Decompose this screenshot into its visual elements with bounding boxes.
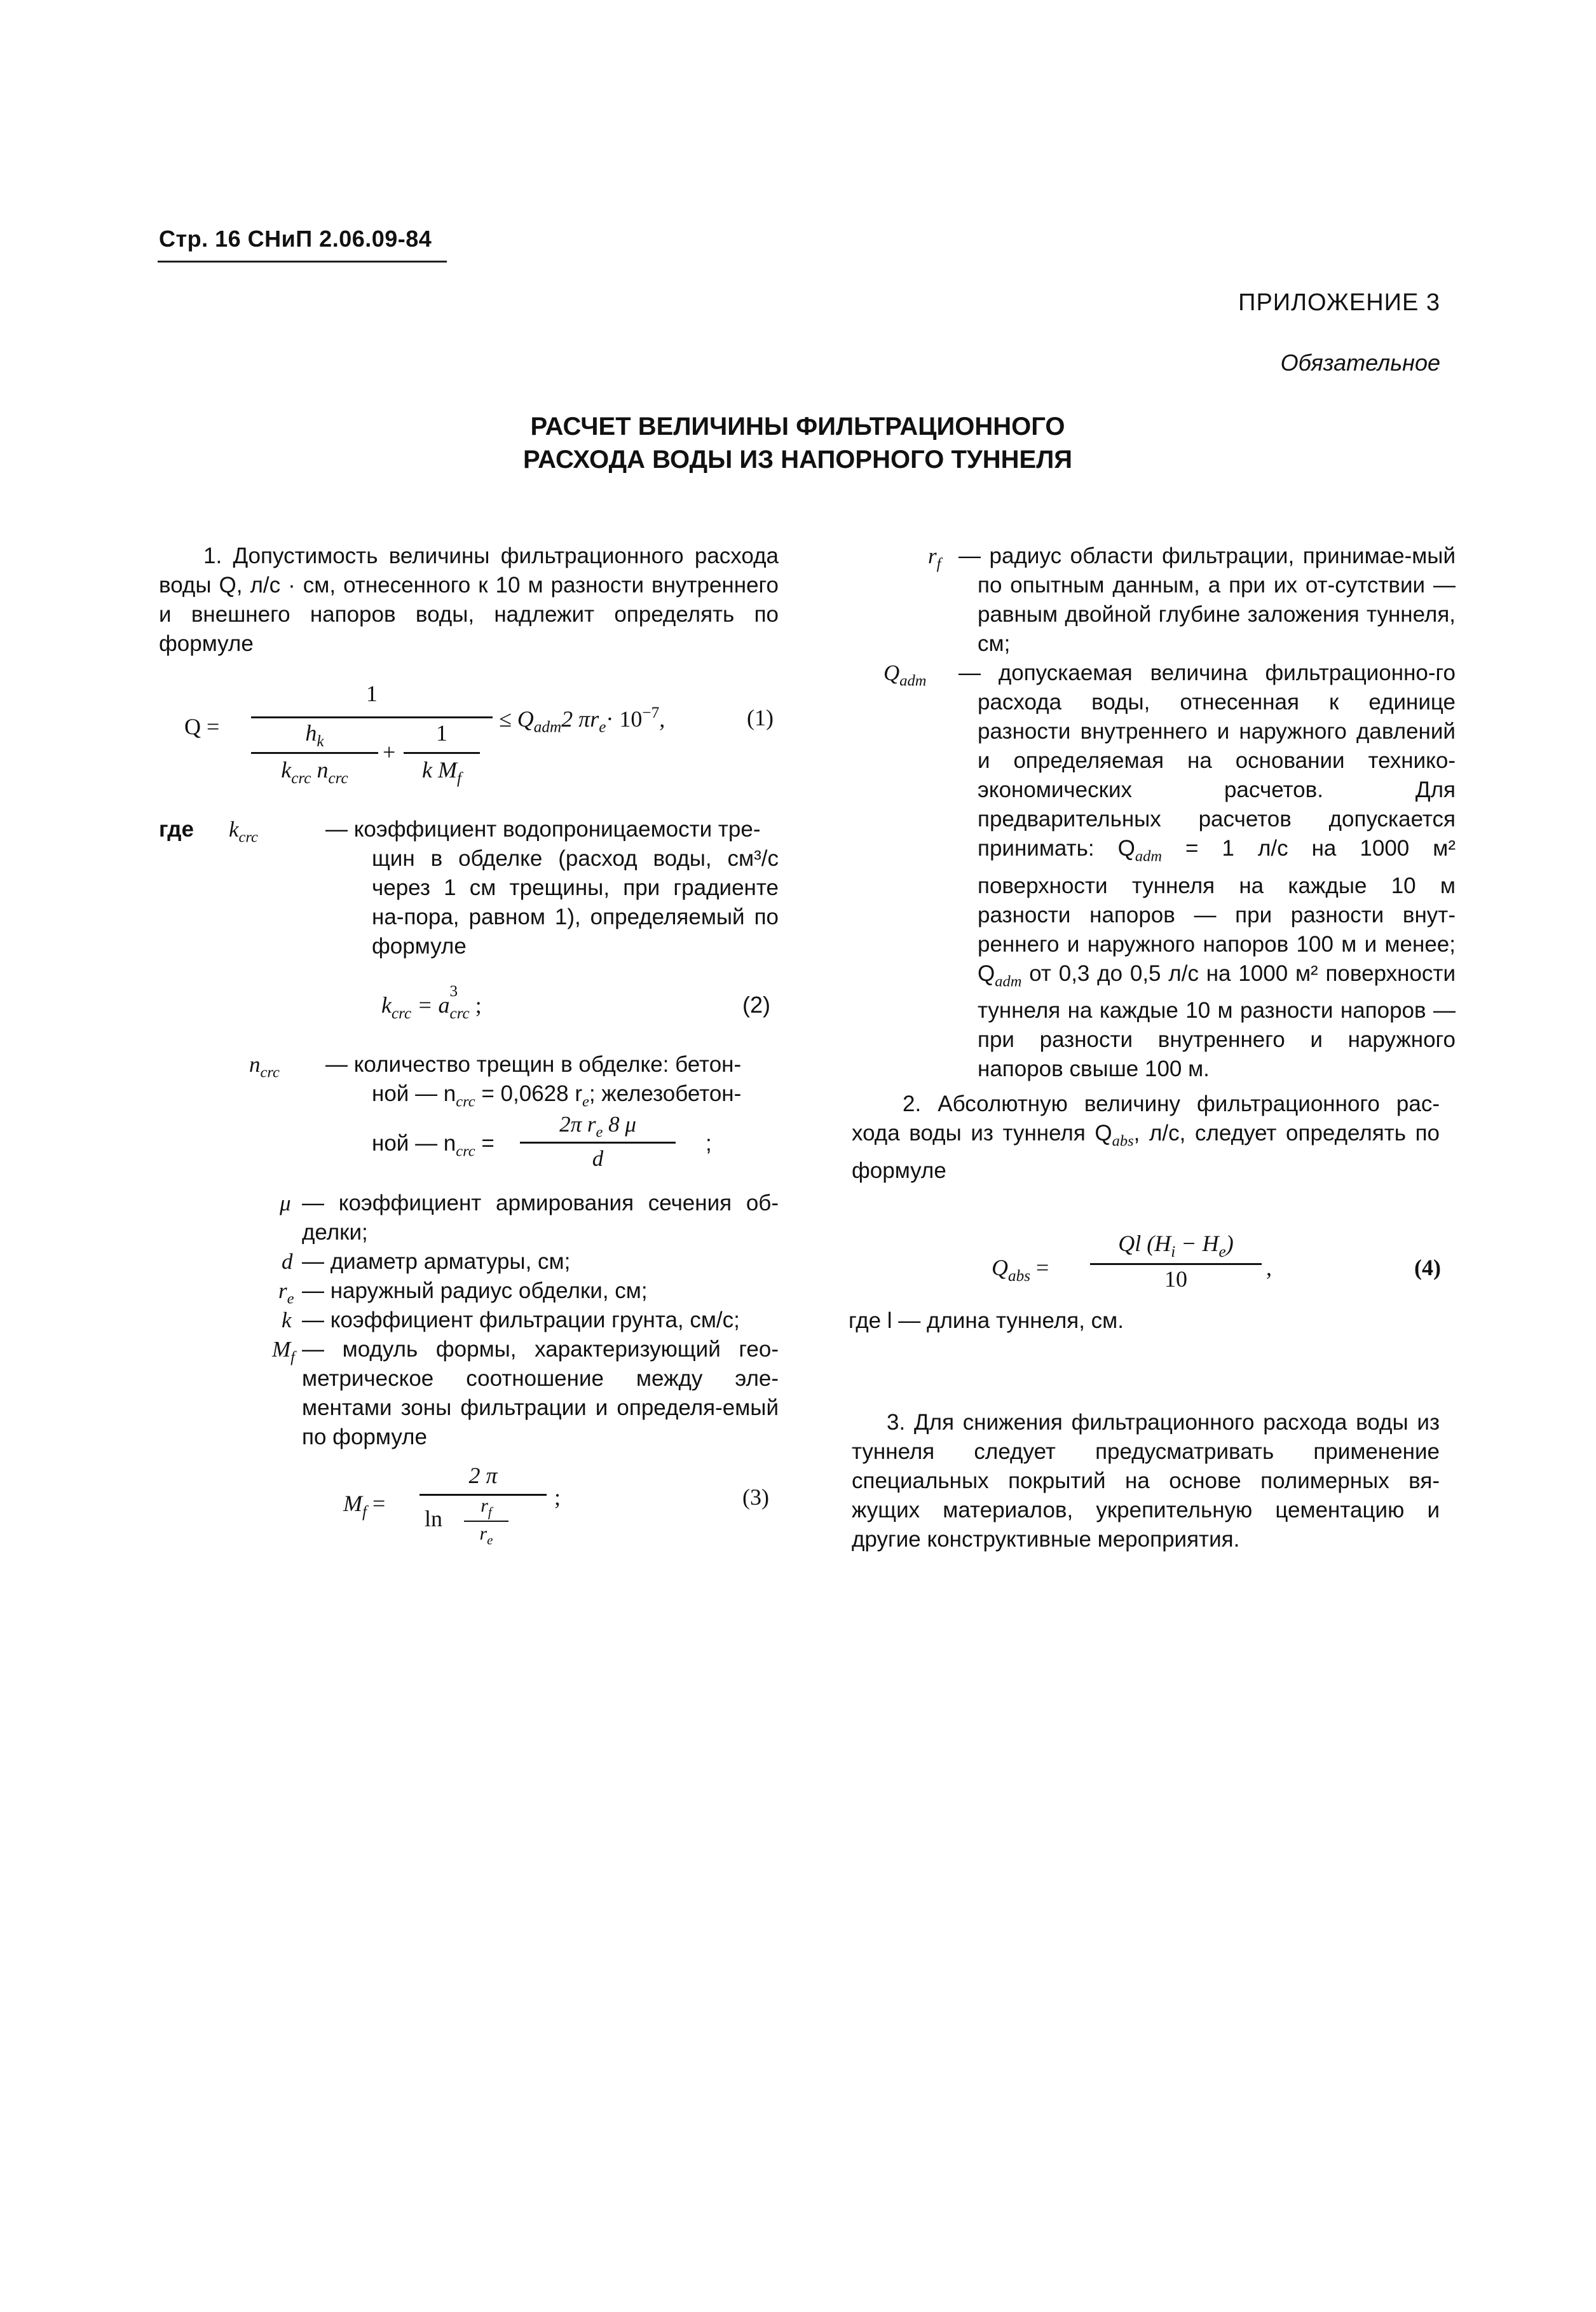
symbol-k-crc: $k_{crc}$ [229,817,258,846]
formula-1 [184,680,795,788]
formula-1-main-numerator: 1 [366,681,378,706]
definitions-list [159,1189,788,1456]
where-label: где [159,817,194,842]
symbol-n-crc: $n_{crc}$ [249,1052,280,1081]
formula-1-inner2-bar [404,752,480,754]
formula-4-lhs: $Q_{abs}$ = [992,1255,1049,1285]
formula-4-number: (4) [1414,1255,1441,1280]
definition-n-crc [159,1050,788,1177]
symbol-q-adm: $Q_{adm}$ [883,660,927,690]
formula-2: $k_{crc} = a$ 3 $_{crc}$ ; [381,983,482,1022]
formula-4-den: 10 [1164,1266,1187,1292]
section-2-paragraph: 2. Абсолютную величину фильтрационного рас-хода воды из туннеля $Q_{abs}$, л/с, следует определять по формуле [852,1091,1440,1183]
formula-4-end: , [1266,1255,1272,1280]
def-mu: — коэффициент армирования сечения об-делки; [302,1191,779,1245]
appendix-status: Обязательное [1280,350,1440,376]
n-crc-line-3-end: ; [706,1131,712,1156]
definition-k-crc [159,815,788,968]
section-3-paragraph: 3. Для снижения фильтрационного расхода воды из туннеля следует предусматривать применение специальных покрытий на основе полимерных вя-жущих материалов, укрепительную цементацию и другие конструктивные мероприятия. [852,1410,1440,1552]
def-d: — диаметр арматуры, см; [302,1249,571,1274]
symbol-d: d [282,1249,293,1274]
n-crc-frac-den: d [592,1146,604,1171]
formula-3-end: ; [554,1484,561,1510]
definition-r-f [845,542,1456,669]
n-crc-line-3: ной — $n_{crc}$ = [372,1131,494,1160]
formula-1-inner2-num: 1 [436,720,447,746]
formula-4-bar [1090,1263,1262,1265]
formula-3 [343,1462,788,1564]
formula-1-inner2-den: k $M_f$ [422,757,461,787]
formula-1-rhs: ≤ $Q_{adm}2$ $\pi r_e\cdot 10^{-7}$, [499,704,665,736]
appendix-label: ПРИЛОЖЕНИЕ 3 [1238,289,1440,316]
symbol-k: k [282,1308,292,1332]
title-line-2: РАСХОДА ВОДЫ ИЗ НАПОРНОГО ТУННЕЛЯ [522,446,1073,474]
section-1-paragraph: 1. Допустимость величины фильтрационного расхода воды Q, л/с · см, отнесенного к 10 м разности внутреннего и внешнего напоров воды, надлежит определять по формуле [159,544,779,656]
formula-3-number: (3) [742,1484,769,1510]
k-crc-desc-rest: щин в обделке (расход воды, см³/с через 1 см трещины, при градиенте на-пора, равном 1), определяемый по формуле [372,846,779,959]
formula-3-inner-bar [464,1521,508,1522]
formula-4-num: Ql $(H_i - H_e)$ [1118,1231,1234,1261]
formula-3-inner-num: $r_f$ [481,1495,492,1520]
n-crc-frac-num: 2π $r_e$ 8 μ [559,1112,636,1141]
header-underline [158,261,447,263]
where-l-line: где l — длина туннеля, см. [849,1308,1124,1333]
def-q-adm: — допускаемая величина фильтрационно-го расхода воды, отнесенная к единице разности внутреннего и наружного давлений и определяемая на основании технико-экономических расчетов. Для предварительных расчетов допускается принимать: $Q_{adm} = 1$ л/с на 1000 м² поверхности туннеля на каждые 10 м разности напоров — при разности внут-реннего и наружного напоров 100 м и менее; $Q_{adm}$ от 0,3 до 0,5 л/с на 1000 м² поверхности туннеля на каждые 10 м разности напоров — при разности внутреннего и наружного напоров свыше 100 м. [958,660,1456,1082]
symbol-r-e: $r_e$ [278,1278,294,1308]
def-r-e: — наружный радиус обделки, см; [302,1278,648,1303]
n-crc-line-1: — количество трещин в обделке: бетон- [325,1052,742,1077]
title-line-1: РАСЧЕТ ВЕЛИЧИНЫ ФИЛЬТРАЦИОННОГО [530,413,1065,441]
formula-3-lhs: $M_f$ = [343,1491,386,1521]
formula-1-number: (1) [747,705,774,730]
n-crc-frac-bar [520,1142,676,1144]
document-title [432,410,1163,476]
formula-1-plus: + [383,739,396,765]
definition-q-adm [845,659,1456,1104]
def-k: — коэффициент фильтрации грунта, см/с; [302,1308,740,1332]
formula-1-inner1-den: $k_{crc}$ $n_{crc}$ [281,757,348,787]
formula-1-inner1-num: $h_k$ [305,720,324,750]
page-header-reference: Стр. 16 СНиП 2.06.09-84 [159,226,432,252]
formula-3-num: 2 π [468,1463,498,1488]
formula-3-inner-den: $r_e$ [479,1523,493,1548]
def-m-f: — модуль формы, характеризующий гео-метрическое соотношение между эле-ментами зоны фильтрации и определя-емый по формуле [302,1337,779,1449]
symbol-m-f: $M_f$ [272,1337,295,1366]
n-crc-line-2: ной — $n_{crc} = 0,0628$ $r_e$; железобетон- [372,1081,742,1111]
formula-2-number: (2) [742,992,770,1018]
def-r-f: — радиус области фильтрации, принимае-мый по опытным данным, а при их от-сутствии — равным двойной глубине заложения туннеля, см; [958,544,1456,656]
formula-4 [992,1230,1449,1313]
k-crc-desc-first: — коэффициент водопроницаемости тре- [325,817,761,842]
formula-1-main-bar [251,716,493,718]
symbol-mu: μ [280,1191,291,1215]
formula-1-inner1-bar [251,752,378,754]
symbol-r-f: $r_f$ [928,544,941,573]
formula-3-ln: ln [425,1506,443,1531]
formula-1-lhs: Q = [184,714,220,739]
